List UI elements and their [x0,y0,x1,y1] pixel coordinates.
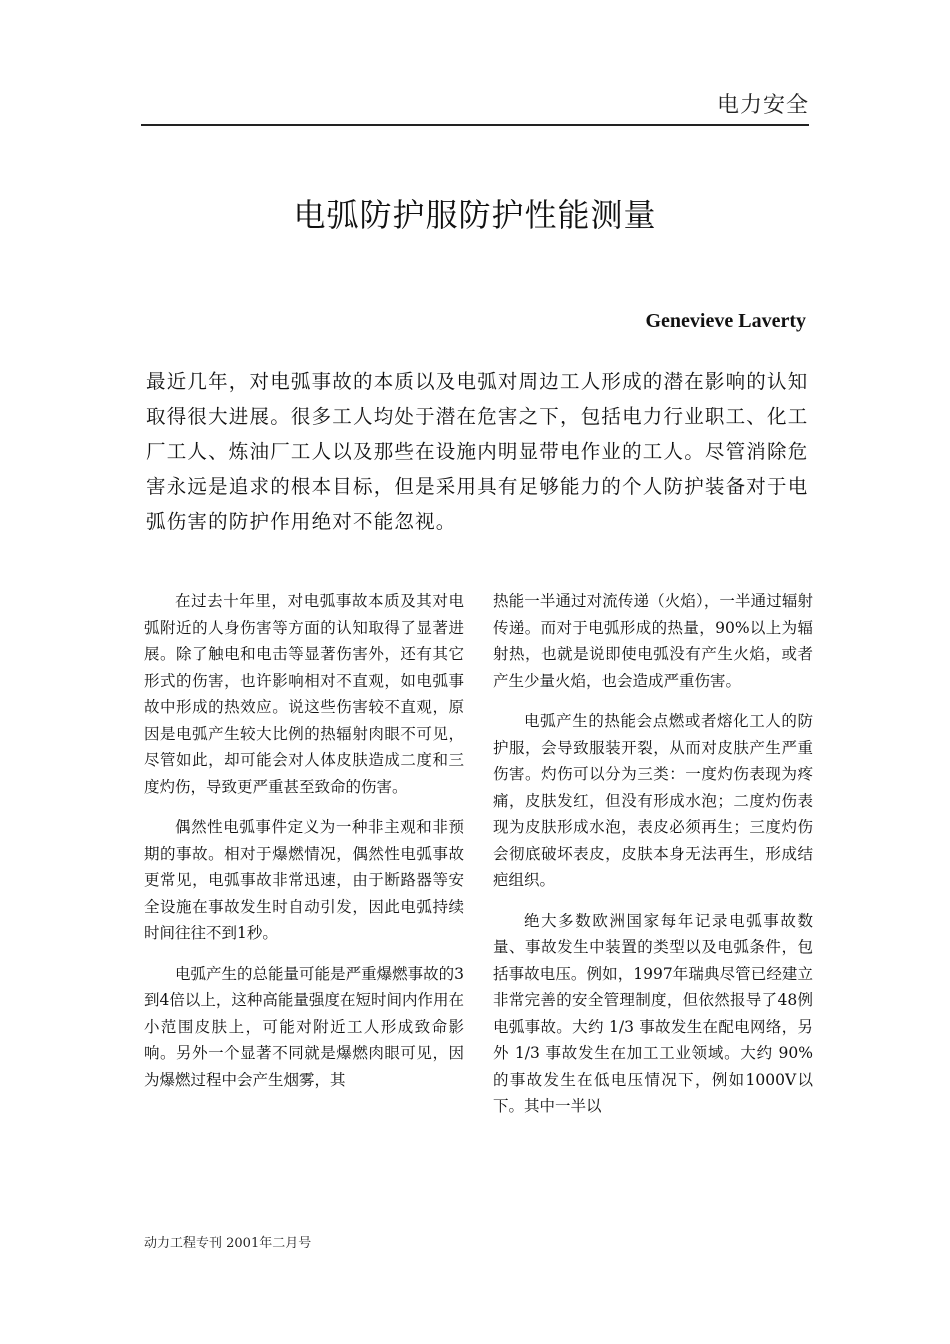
body-paragraph: 绝大多数欧洲国家每年记录电弧事故数量、事故发生中装置的类型以及电弧条件，包括事故电压。例如，1997年瑞典尽管已经建立非常完善的安全管理制度，但依然报导了48例电弧事故。大约 1/3 事故发生在配电网络，另外 1/3 事故发生在加工工业领域。大约 90%的事故发生在低电压情况下，例如1000V以下。其中一半以 [493,911,813,1115]
body-paragraph-continued: 热能一半通过对流传递（火焰），一半通过辐射传递。而对于电弧形成的热量，90%以上为辐射热，也就是说即使电弧没有产生火焰，或者产生少量火焰，也会造成严重伤害。 [493,592,813,690]
body-paragraph: 在过去十年里，对电弧事故本质及其对电弧附近的人身伤害等方面的认知取得了显著进展。除了触电和电击等显著伤害外，还有其它形式的伤害，也许影响相对不直观，如电弧事故中形成的热效应。说这些伤害较不直观，原因是电弧产生较大比例的热辐射肉眼不可见，尽管如此，却可能会对人体皮肤造成二度和三度灼伤，导致更严重甚至致命的伤害。 [144,592,464,796]
body-paragraph: 偶然性电弧事件定义为一种非主观和非预期的事故。相对于爆燃情况，偶然性电弧事故更常见，电弧事故非常迅速，由于断路器等安全设施在事故发生时自动引发，因此电弧持续时间往往不到1秒。 [144,818,464,942]
article-abstract: 最近几年，对电弧事故的本质以及电弧对周边工人形成的潜在影响的认知取得很大进展。很多工人均处于潜在危害之下，包括电力行业职工、化工厂工人、炼油厂工人以及那些在设施内明显带电作业的工人。尽管消除危害永远是追求的根本目标，但是采用具有足够能力的个人防护装备对于电弧伤害的防护作用绝对不能忽视。 [146,370,809,533]
body-paragraph: 电弧产生的总能量可能是严重爆燃事故的3到4倍以上，这种高能量强度在短时间内作用在小范围皮肤上，可能对附近工人形成致命影响。另外一个显著不同就是爆燃肉眼可见，因为爆燃过程中会产生烟雾，其 [144,964,464,1089]
body-column-left [144,588,464,1107]
body-column-right [493,588,813,1134]
body-paragraph: 电弧产生的热能会点燃或者熔化工人的防护服，会导致服装开裂，从而对皮肤产生严重伤害。灼伤可以分为三类：一度灼伤表现为疼痛，皮肤发红，但没有形成水泡；二度灼伤表现为皮肤形成水泡，表皮必须再生；三度灼伤会彻底破坏表皮，皮肤本身无法再生，形成结疤组织。 [493,712,813,889]
header-divider [141,124,809,126]
article-author: Genevieve Laverty [645,310,806,332]
footer-publication: 动力工程专刊 2001年二月号 [144,1236,312,1251]
section-label: 电力安全 [716,93,809,118]
article-title: 电弧防护服防护性能测量 [293,196,657,234]
